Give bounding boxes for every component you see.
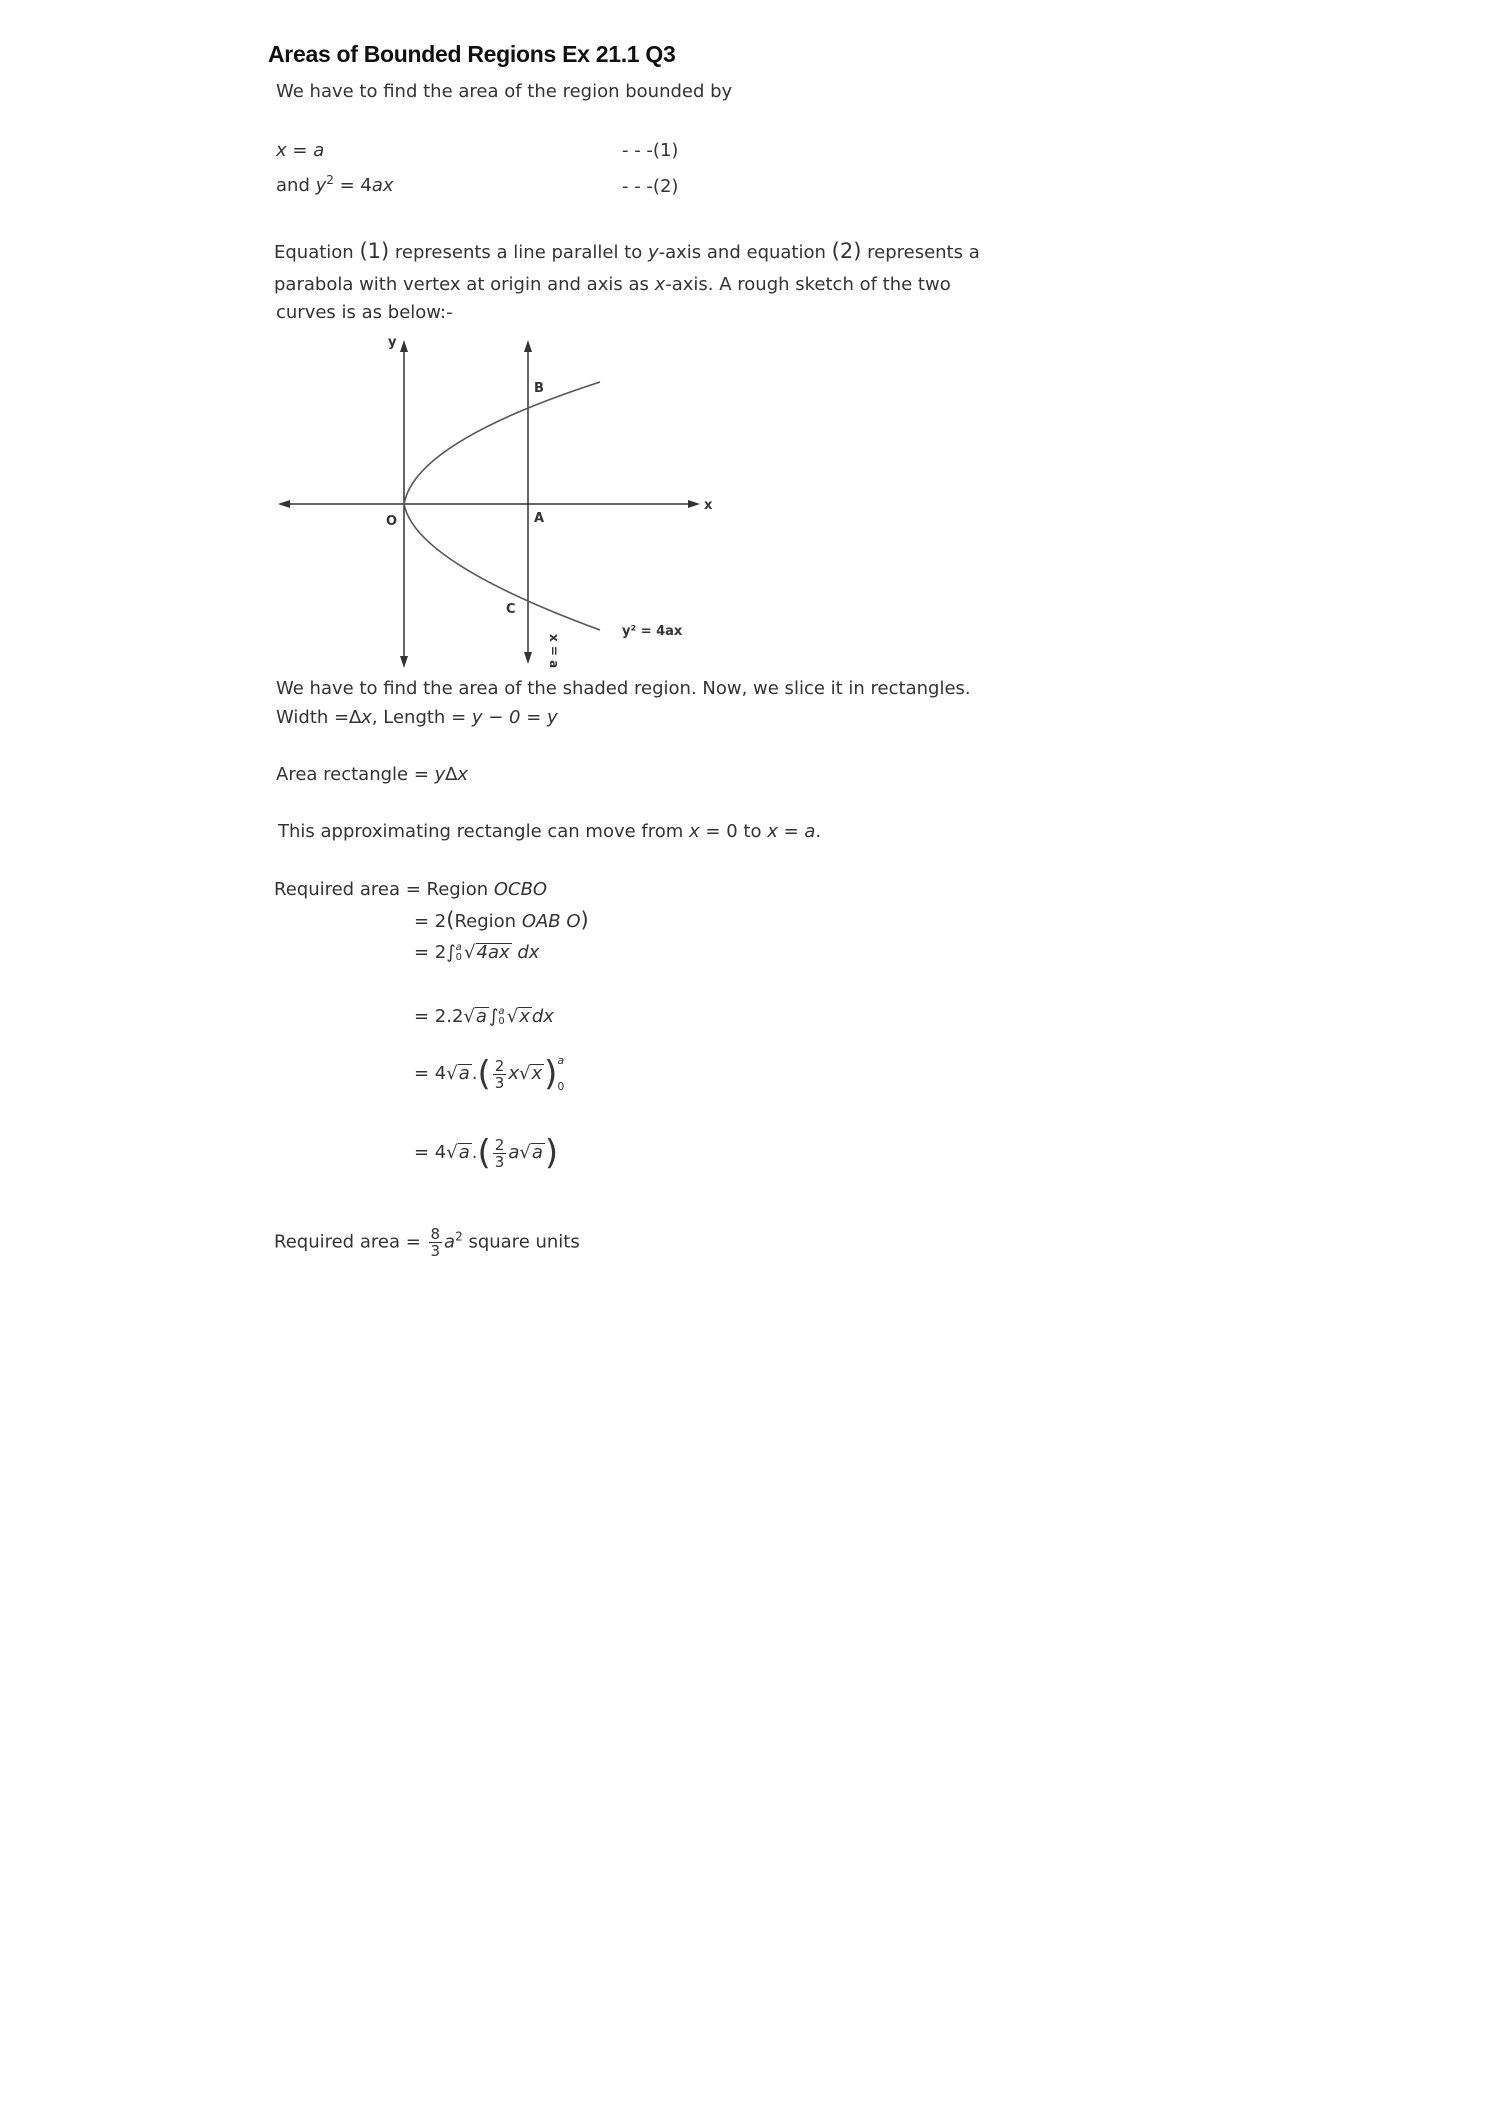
move-part: This approximating rectangle can move from [278, 821, 690, 842]
move-part: . [815, 821, 822, 842]
line-equation-label: x = a [547, 634, 561, 669]
eval-lower: 0 [557, 1080, 565, 1093]
radicand: x [519, 1006, 530, 1027]
area-rect-label: Area rectangle = [276, 764, 435, 785]
step-var: x [508, 1063, 519, 1084]
final-units: square units [462, 1231, 580, 1253]
frac-num: 2 [494, 1135, 505, 1154]
para-line-1 [274, 239, 980, 263]
step-text: Region [426, 879, 494, 900]
move-var: a [804, 821, 816, 842]
step-var: a [508, 1142, 520, 1163]
step-pre: = 4 [414, 1063, 447, 1084]
int-lower: 0 [498, 1016, 505, 1027]
final-label: Required area = [274, 1231, 427, 1253]
step-pre: = 2∫ [414, 942, 456, 963]
solution-step-2: = 2(Region OAB O) [414, 908, 589, 932]
eq1-rhs: a [313, 140, 325, 161]
slice-line-2 [276, 707, 558, 728]
solution-step-6: = 4√a .( $\frac{2}{3}$ a√a) [414, 1133, 559, 1173]
para-text: parabola with vertex at origin and axis as [274, 274, 655, 295]
solution-step-4: = 2.2√a ∫ a 0 √x dx [414, 1006, 554, 1027]
eval-upper: a [557, 1054, 565, 1067]
eq1-lhs: x [276, 140, 287, 161]
para-var-y: y [647, 242, 659, 263]
eq2-rhs: ax [371, 175, 394, 196]
radicand: a [531, 1142, 543, 1163]
x-axis-arrow-left [278, 500, 290, 508]
step-dot: . [471, 1142, 478, 1163]
move-var: x [767, 821, 778, 842]
label-y: y [388, 335, 397, 350]
x-axis-arrow-right [688, 500, 700, 508]
solution-step-1 [274, 879, 547, 900]
equation-2-tag: - - -(2) [622, 176, 679, 197]
step-pre: = 2 [414, 911, 447, 932]
eq-ref-1: (1) [359, 239, 390, 263]
label-a: A [534, 511, 545, 526]
eq2-var: y [315, 175, 327, 196]
parabola-figure [270, 332, 730, 672]
solution-step-3: = 2∫ a 0 √4ax dx [414, 942, 540, 963]
step-dot: . [471, 1063, 478, 1084]
int-upper: a [455, 942, 462, 953]
eq-ref-2: (2) [831, 239, 862, 263]
int-lower: 0 [455, 952, 463, 963]
final-answer [274, 1226, 580, 1259]
step-text: Region [454, 911, 522, 932]
integral-sign: ∫ [488, 1006, 499, 1027]
area-rect-value: y∆x [434, 764, 469, 785]
int-upper: a [498, 1006, 505, 1017]
label-b: B [534, 381, 544, 396]
equation-1 [276, 140, 324, 161]
step-pre: = 4 [414, 1142, 447, 1163]
para-text: Equation [274, 242, 360, 263]
eq2-pow: 2 [326, 173, 334, 187]
radicand: a [475, 1006, 487, 1027]
para-line-3: curves is as below:- [276, 302, 453, 323]
radicand: 4ax [476, 942, 510, 963]
step-dx: dx [511, 942, 540, 963]
frac-num: 2 [494, 1056, 505, 1075]
equation-2 [276, 173, 394, 196]
equation-1-tag: - - -(1) [622, 140, 679, 161]
frac-den: 3 [430, 1242, 441, 1260]
move-text [278, 821, 821, 842]
step-var: OCBO [493, 879, 548, 900]
frac-num: 8 [430, 1225, 441, 1243]
radicand: x [531, 1063, 543, 1084]
parabola-curve [404, 382, 600, 630]
area-rectangle [276, 764, 468, 785]
line-arrow-up [524, 340, 532, 352]
step-pre: = 2.2 [414, 1006, 464, 1027]
line-arrow-down [524, 652, 532, 664]
step-var: OAB O [521, 911, 581, 932]
label-x: x [704, 498, 713, 513]
para-text: -axis and equation [658, 242, 832, 263]
y-axis-arrow-up [400, 340, 408, 352]
para-text: -axis. A rough sketch of the two [665, 274, 951, 295]
radicand: a [458, 1063, 470, 1084]
frac-den: 3 [494, 1152, 505, 1171]
width-value: ∆x [349, 707, 372, 728]
slice-line-1: We have to find the area of the shaded region. Now, we slice it in rectangles. [276, 678, 971, 699]
final-pow: 2 [455, 1229, 463, 1244]
eq1-op: = [286, 140, 314, 161]
eq2-op: = 4 [333, 175, 372, 196]
intro-text: We have to find the area of the region bounded by [276, 81, 733, 102]
move-var: x [689, 821, 700, 842]
final-var: a [444, 1231, 456, 1253]
solution-step-5: = 4√a .( $\frac{2}{3}$ x√x) a 0 [414, 1048, 564, 1100]
label-origin: O [386, 514, 398, 529]
para-text: represents a line parallel to [389, 242, 648, 263]
para-text: represents a [861, 242, 980, 263]
radicand: a [458, 1142, 470, 1163]
width-label: Width = [276, 707, 350, 728]
frac-den: 3 [494, 1073, 505, 1092]
para-var-x: x [654, 274, 666, 295]
page-title: Areas of Bounded Regions Ex 21.1 Q3 [268, 41, 676, 67]
move-part: = 0 to [699, 821, 768, 842]
step-dx: dx [531, 1006, 554, 1027]
move-part: = [777, 821, 805, 842]
para-line-2 [274, 274, 951, 295]
y-axis-arrow-down [400, 656, 408, 668]
length-label: , Length = [371, 707, 472, 728]
label-c: C [506, 602, 516, 617]
curve-equation-label: y² = 4ax [622, 624, 683, 639]
length-value: y − 0 = y [471, 707, 558, 728]
required-area-label: Required area = [274, 879, 427, 900]
eq2-and: and [276, 175, 316, 196]
